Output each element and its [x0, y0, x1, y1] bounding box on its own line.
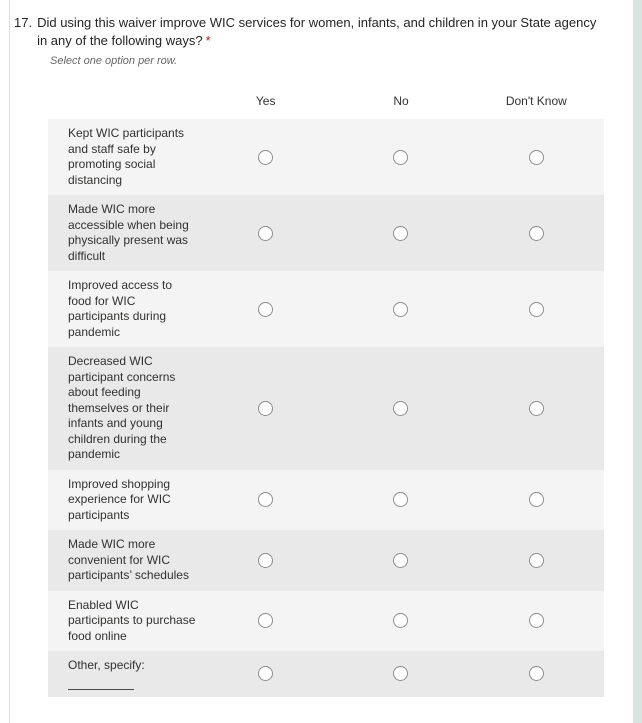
radio-cell-don-t-know [469, 302, 604, 317]
radio-cell-no [333, 150, 468, 165]
table-row [48, 530, 604, 591]
radio-button-yes[interactable] [258, 401, 273, 416]
table-row [48, 591, 604, 652]
table-row [48, 651, 604, 697]
radio-cell-yes [198, 666, 333, 681]
radio-button-no[interactable] [393, 401, 408, 416]
radio-cell-yes [198, 613, 333, 628]
row-label: Made WIC more accessible when being physically present was difficult [68, 202, 189, 263]
radio-cell-no [333, 226, 468, 241]
radio-button-no[interactable] [393, 302, 408, 317]
radio-button-yes[interactable] [258, 226, 273, 241]
radio-cell-no [333, 613, 468, 628]
radio-button-no[interactable] [393, 666, 408, 681]
question-number: 17. [14, 15, 33, 30]
radio-button-no[interactable] [393, 150, 408, 165]
radio-button-don-t-know[interactable] [529, 492, 544, 507]
radio-button-don-t-know[interactable] [529, 553, 544, 568]
row-label: Decreased WIC participant concerns about feeding themselves or their infants and young children during the pandemic [68, 354, 176, 461]
radio-cell-don-t-know [469, 492, 604, 507]
radio-button-yes[interactable] [258, 613, 273, 628]
radio-button-no[interactable] [393, 553, 408, 568]
radio-cell-yes [198, 226, 333, 241]
other-specify-input-line[interactable] [68, 679, 134, 690]
row-label: Improved access to food for WIC participants during pandemic [68, 278, 173, 339]
radio-cell-yes [198, 150, 333, 165]
radio-button-don-t-know[interactable] [529, 666, 544, 681]
row-label: Made WIC more convenient for WIC participants’ schedules [68, 537, 189, 582]
row-label: Other, specify: [48, 651, 198, 697]
question-text [37, 14, 609, 50]
radio-button-don-t-know[interactable] [529, 401, 544, 416]
header-label-spacer [48, 94, 198, 108]
radio-cell-no [333, 302, 468, 317]
radio-button-no[interactable] [393, 613, 408, 628]
radio-cell-don-t-know [469, 150, 604, 165]
radio-button-don-t-know[interactable] [529, 302, 544, 317]
radio-button-don-t-know[interactable] [529, 150, 544, 165]
table-row [48, 195, 604, 271]
matrix-header-row [48, 94, 604, 119]
radio-cell-don-t-know [469, 226, 604, 241]
question-block [14, 14, 614, 697]
row-label: Enabled WIC participants to purchase food online [68, 597, 196, 643]
radio-cell-no [333, 553, 468, 568]
matrix-rows [48, 119, 604, 697]
table-row [48, 347, 604, 470]
radio-button-yes[interactable] [258, 553, 273, 568]
row-label: Improved shopping experience for WIC participants [68, 476, 171, 522]
question-title [14, 14, 614, 50]
table-row [48, 271, 604, 347]
radio-cell-no [333, 666, 468, 681]
column-header-yes: Yes [255, 94, 276, 108]
table-row [48, 470, 604, 531]
table-row [48, 119, 604, 195]
radio-button-yes[interactable] [258, 150, 273, 165]
page-background-strip [633, 0, 642, 723]
radio-cell-yes [198, 492, 333, 507]
radio-cell-no [333, 401, 468, 416]
radio-cell-no [333, 492, 468, 507]
radio-button-don-t-know[interactable] [529, 226, 544, 241]
question-text-content: Did using this waiver improve WIC services for women, infants, and children in your State agency in any of the following ways? [37, 15, 597, 48]
radio-cell-yes [198, 401, 333, 416]
row-label: Kept WIC participants and staff safe by promoting social distancing [68, 126, 185, 187]
radio-cell-don-t-know [469, 666, 604, 681]
matrix-table [48, 94, 604, 697]
column-header-don-t-know: Don't Know [505, 94, 567, 108]
radio-button-no[interactable] [393, 226, 408, 241]
question-instruction: Select one option per row. [50, 55, 178, 67]
radio-cell-don-t-know [469, 613, 604, 628]
column-header-no: No [393, 94, 409, 108]
radio-cell-yes [198, 302, 333, 317]
radio-button-no[interactable] [393, 492, 408, 507]
radio-cell-yes [198, 553, 333, 568]
radio-button-don-t-know[interactable] [529, 613, 544, 628]
radio-button-yes[interactable] [258, 492, 273, 507]
panel-left-border [9, 0, 10, 723]
radio-button-yes[interactable] [258, 666, 273, 681]
radio-button-yes[interactable] [258, 302, 273, 317]
radio-cell-don-t-know [469, 553, 604, 568]
radio-cell-don-t-know [469, 401, 604, 416]
required-asterisk: * [205, 33, 211, 48]
